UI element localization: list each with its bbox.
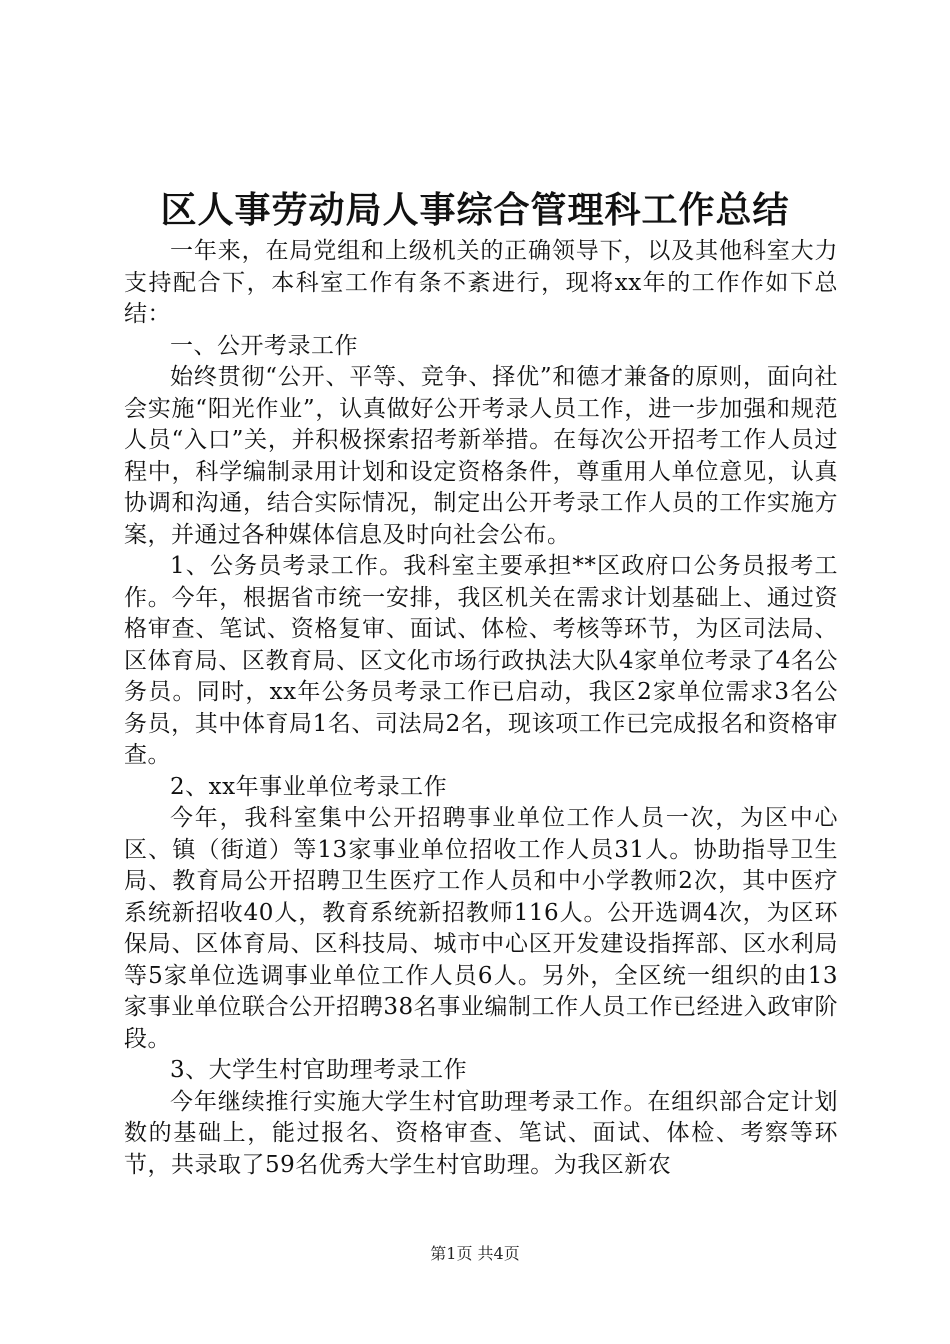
section-heading-public-recruitment: 一、公开考录工作: [170, 332, 358, 359]
document-body: [124, 236, 838, 1181]
intro-paragraph: 一年来，在局党组和上级机关的正确领导下，以及其他科室大力支持配合下，本科室工作有条不紊进行，现将xx年的工作作如下总结：: [124, 238, 838, 327]
section-heading-village-assistant: 3、大学生村官助理考录工作: [170, 1057, 468, 1083]
document-title: 区人事劳动局人事综合管理科工作总结: [160, 189, 790, 231]
page-footer: 第1页 共4页: [430, 1244, 520, 1263]
village-assistant-paragraph: 今年继续推行实施大学生村官助理考录工作。在组织部合定计划数的基础上，能过报名、资格审查、笔试、面试、体检、考察等环节，共录取了59名优秀大学生村官助理。为我区新农: [124, 1088, 838, 1178]
institution-recruitment-paragraph: 今年，我科室集中公开招聘事业单位工作人员一次，为区中心区、镇（街道）等13家事业单位招收工作人员31人。协助指导卫生局、教育局公开招聘卫生医疗工作人员和中小学教师2次，其中医疗系统新招收40人，教育系统新招教师116人。公开选调4次，为区环保局、区体育局、区科技局、城市中心区开发建设指挥部、区水利局等5家单位选调事业单位工作人员6人。另外，全区统一组织的由13家事业单位联合公开招聘38名事业编制工作人员工作已经进入政审阶段。: [124, 805, 838, 1052]
civil-servant-paragraph: 1、公务员考录工作。我科室主要承担**区政府口公务员报考工作。今年，根据省市统一安排，我区机关在需求计划基础上、通过资格审查、笔试、资格复审、面试、体检、考核等环节，为区司法局、区体育局、区教育局、区文化市场行政执法大队4家单位考录了4名公务员。同时，xx年公务员考录工作已启动，我区2家单位需求3名公务员，其中体育局1名、司法局2名，现该项工作已完成报名和资格审查。: [124, 553, 838, 768]
section-heading-institution-recruitment: 2、xx年事业单位考录工作: [170, 773, 448, 800]
public-recruitment-paragraph: 始终贯彻“公开、平等、竞争、择优”和德才兼备的原则，面向社会实施“阳光作业”，认真做好公开考录人员工作，进一步加强和规范人员“入口”关，并积极探索招考新举措。在每次公开招考工作人员过程中，科学编制录用计划和设定资格条件，尊重用人单位意见，认真协调和沟通，结合实际情况，制定出公开考录工作人员的工作实施方案，并通过各种媒体信息及时向社会公布。: [124, 364, 838, 548]
